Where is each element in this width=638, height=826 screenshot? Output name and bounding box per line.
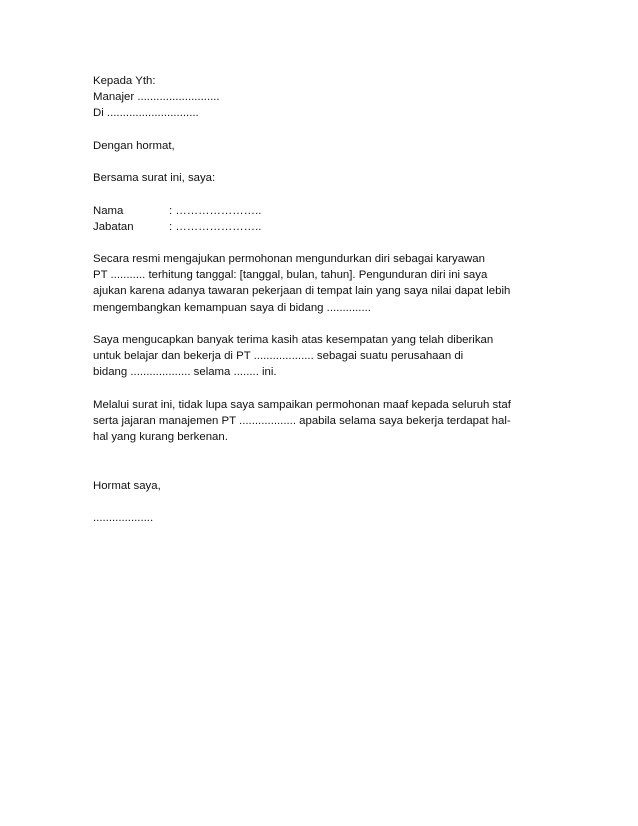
- field-label: Nama: [93, 204, 124, 217]
- intro-line: Bersama surat ini, saya:: [93, 172, 216, 185]
- identity-fields: [93, 203, 553, 235]
- signature-placeholder: ...................: [93, 512, 154, 525]
- field-value: : …………………..: [169, 220, 262, 233]
- spacer: [93, 316, 553, 332]
- spacer: [93, 186, 553, 202]
- field-label: Jabatan: [93, 220, 134, 233]
- paragraph-line: Saya mengucapkan banyak terima kasih atas kesempatan yang telah diberikan: [93, 334, 494, 346]
- spacer: [93, 494, 553, 510]
- spacer: [93, 381, 553, 397]
- closing: Hormat saya,: [93, 479, 161, 492]
- paragraph-thanks: [93, 332, 553, 381]
- field-value: : …………………..: [169, 204, 262, 217]
- greeting: Dengan hormat,: [93, 139, 175, 152]
- recipient-block: [93, 73, 553, 122]
- paragraph-resignation: [93, 251, 553, 316]
- paragraph-line: mengembangkan kemampuan saya di bidang ..............: [93, 301, 371, 314]
- paragraph-line: PT ........... terhitung tanggal: [tanggal, bulan, tahun]. Pengunduran diri ini saya: [93, 269, 488, 282]
- recipient-line: Di .............................: [93, 107, 199, 120]
- recipient-line: Kepada Yth:: [93, 75, 156, 87]
- paragraph-line: serta jajaran manajemen PT .................. apabila selama saya bekerja terdapat hal-: [93, 414, 511, 427]
- letter-body: [93, 73, 553, 526]
- paragraph-line: untuk belajar dan bekerja di PT ................... sebagai suatu perusahaan di: [93, 350, 464, 363]
- paragraph-apology: [93, 397, 553, 446]
- paragraph-line: hal yang kurang berkenan.: [93, 431, 228, 444]
- field-row-nama: [93, 203, 553, 219]
- spacer: [93, 154, 553, 170]
- paragraph-line: Secara resmi mengajukan permohonan mengundurkan diri sebagai karyawan: [93, 253, 485, 266]
- spacer: [93, 122, 553, 138]
- spacer: [93, 235, 553, 251]
- recipient-line: Manajer ..........................: [93, 91, 220, 104]
- field-row-jabatan: [93, 219, 553, 235]
- spacer: [93, 445, 553, 477]
- paragraph-line: bidang ................... selama ........ ini.: [93, 366, 277, 379]
- paragraph-line: ajukan karena adanya tawaran pekerjaan di tempat lain yang saya nilai dapat lebih: [93, 285, 511, 298]
- paragraph-line: Melalui surat ini, tidak lupa saya sampaikan permohonan maaf kepada seluruh staf: [93, 398, 511, 411]
